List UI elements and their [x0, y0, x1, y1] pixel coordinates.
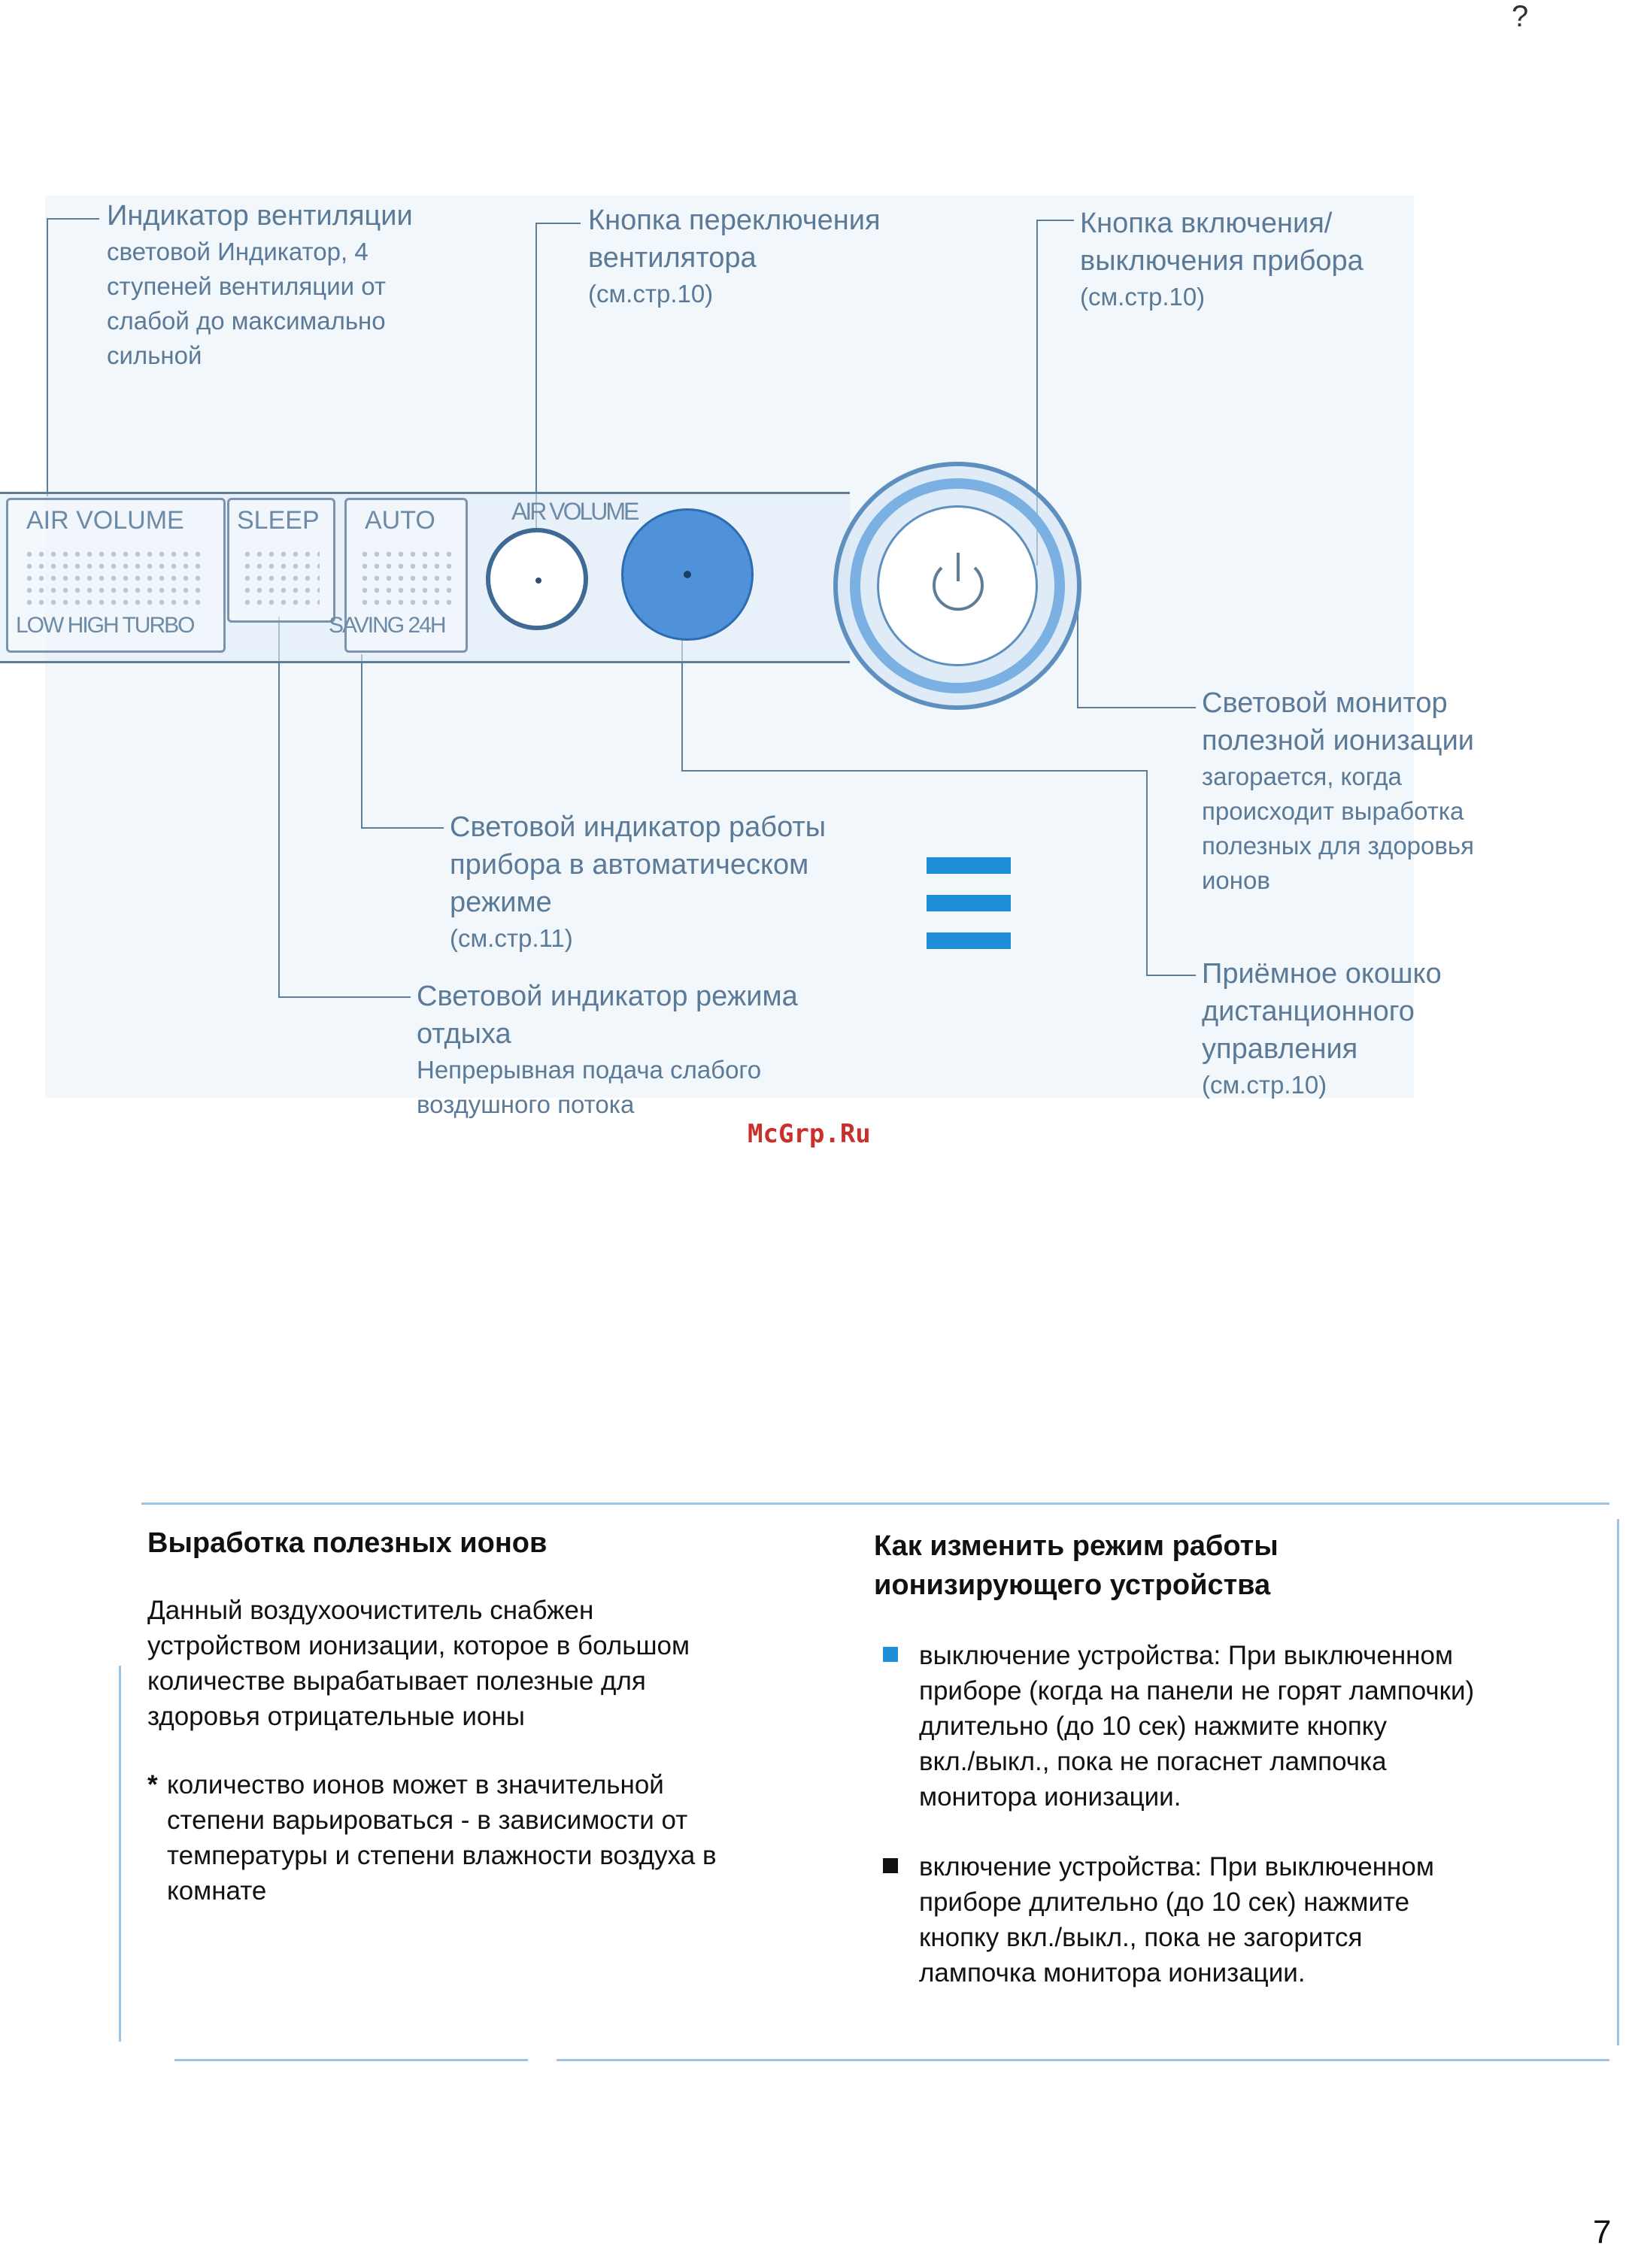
air-volume-label: AIR VOLUME	[26, 506, 184, 535]
callout-ref: (см.стр.10)	[1202, 1071, 1327, 1099]
body-line: Данный воздухоочиститель снабжен	[147, 1596, 594, 1625]
section-title: ионизирующего устройства	[874, 1569, 1271, 1601]
callout-title: Световой монитор	[1202, 687, 1448, 719]
section-title: Как изменить режим работы	[874, 1530, 1279, 1562]
box-top-border	[141, 1502, 1609, 1505]
leader-line	[278, 617, 280, 996]
air-volume-levels-label: LOW HIGH TURBO	[16, 613, 194, 638]
note-line: комнате	[167, 1876, 267, 1906]
callout-ventilation-indicator	[107, 197, 528, 373]
callout-title: отдыха	[417, 1018, 511, 1050]
box-bottom-border	[174, 2059, 528, 2061]
callout-title: дистанционного	[1202, 996, 1415, 1027]
section-ionizer-mode	[874, 1527, 1596, 1991]
fan-button-label: AIR VOLUME	[511, 498, 638, 525]
leader-line	[361, 654, 362, 827]
window-dot	[684, 571, 691, 578]
leader-line	[1036, 220, 1074, 221]
callout-title: Световой индикатор режима	[417, 981, 798, 1012]
callout-fan-switch-button	[588, 202, 1009, 311]
callout-title: прибора в автоматическом	[450, 849, 809, 881]
watermark: McGrp.Ru	[748, 1119, 871, 1149]
leader-line	[361, 827, 444, 829]
auto-mode-bars-icon	[927, 857, 1011, 948]
air-volume-indicator	[6, 498, 226, 653]
leader-line	[1146, 770, 1148, 975]
callout-title: Индикатор вентиляции	[107, 200, 413, 232]
note-line: температуры и степени влажности воздуха в	[167, 1841, 717, 1870]
callout-title: режиме	[450, 887, 552, 918]
fan-switch-button[interactable]	[486, 528, 588, 630]
list-item-line: кнопку вкл./выкл., пока не загорится	[919, 1923, 1363, 1952]
callout-ref: (см.стр.10)	[1080, 283, 1206, 311]
callout-title: выключения прибора	[1080, 245, 1363, 277]
list-item-line: вкл./выкл., пока не погаснет лампочка	[919, 1747, 1387, 1776]
auto-indicator	[329, 498, 468, 653]
callout-remote-window	[1202, 955, 1623, 1102]
callout-desc-line: полезных для здоровья	[1202, 832, 1474, 860]
leader-line	[681, 770, 1146, 772]
callout-title: Кнопка включения/	[1080, 208, 1333, 239]
bullet-square-blue-icon	[883, 1647, 898, 1662]
callout-sleep-indicator	[417, 978, 868, 1122]
callout-title: полезной ионизации	[1202, 725, 1475, 757]
list-item-line: приборе (когда на панели не горят лампочки)	[919, 1676, 1475, 1706]
body-line: количестве вырабатывает полезные для	[147, 1666, 646, 1696]
callout-ref: (см.стр.10)	[588, 280, 714, 308]
callout-desc-line: световой Индикатор, 4	[107, 238, 369, 265]
callout-power-button	[1080, 205, 1501, 314]
callout-desc-line: ионов	[1202, 866, 1270, 894]
indicator-dots	[241, 548, 320, 608]
leader-line	[1146, 975, 1196, 976]
leader-line	[278, 996, 411, 998]
button-dot	[535, 578, 541, 584]
callout-desc-line: сильной	[107, 341, 202, 369]
list-item-line: лампочка монитора ионизации.	[919, 1958, 1306, 1988]
bullet-square-black-icon	[883, 1858, 898, 1873]
section-title: Выработка полезных ионов	[147, 1527, 548, 1559]
callout-title: управления	[1202, 1033, 1358, 1065]
callout-auto-mode-indicator	[450, 808, 901, 956]
callout-desc-line: воздушного потока	[417, 1090, 635, 1118]
saving-label: SAVING 24H	[329, 613, 445, 638]
list-item-line: включение устройства: При выключенном	[919, 1852, 1434, 1881]
indicator-dots	[23, 548, 204, 608]
callout-desc-line: Непрерывная подача слабого	[417, 1056, 762, 1084]
box-left-border	[119, 1666, 121, 2042]
callout-title: вентилятора	[588, 242, 757, 274]
leader-line	[47, 218, 48, 496]
leader-line	[535, 223, 581, 224]
note-line: степени варьироваться - в зависимости от	[167, 1806, 688, 1835]
body-line: устройством ионизации, которое в большом	[147, 1631, 690, 1660]
callout-desc-line: происходит выработка	[1202, 797, 1464, 825]
list-item-line: выключение устройства: При выключенном	[919, 1641, 1454, 1670]
list-item-line: приборе длительно (до 10 сек) нажмите	[919, 1887, 1410, 1917]
page-mark: ?	[1512, 0, 1529, 33]
auto-label: AUTO	[365, 506, 435, 535]
remote-control-window	[621, 508, 754, 641]
callout-desc-line: слабой до максимально	[107, 307, 386, 335]
section-ion-generation	[147, 1524, 824, 1909]
callout-ref: (см.стр.11)	[450, 924, 573, 952]
power-icon	[913, 538, 1003, 628]
callout-title: Приёмное окошко	[1202, 958, 1442, 990]
list-item-line: монитора ионизации.	[919, 1782, 1181, 1812]
body-line: здоровья отрицательные ионы	[147, 1702, 525, 1731]
box-bottom-border	[557, 2059, 1609, 2061]
leader-line	[1077, 707, 1196, 708]
sleep-label: SLEEP	[237, 506, 320, 535]
callout-desc-line: ступеней вентиляции от	[107, 272, 386, 300]
note-line: количество ионов может в значительной	[167, 1770, 664, 1800]
callout-title: Кнопка переключения	[588, 205, 881, 236]
list-item-line: длительно (до 10 сек) нажмите кнопку	[919, 1712, 1388, 1741]
callout-title: Световой индикатор работы	[450, 811, 827, 843]
leader-line	[47, 218, 99, 220]
sleep-indicator	[227, 498, 335, 623]
power-button[interactable]	[877, 505, 1038, 666]
page-number: 7	[1593, 2214, 1612, 2251]
box-right-border	[1617, 1519, 1619, 2045]
note-star: *	[147, 1770, 158, 1800]
callout-ion-monitor	[1202, 684, 1623, 898]
callout-desc-line: загорается, когда	[1202, 763, 1402, 790]
indicator-dots	[359, 548, 452, 608]
